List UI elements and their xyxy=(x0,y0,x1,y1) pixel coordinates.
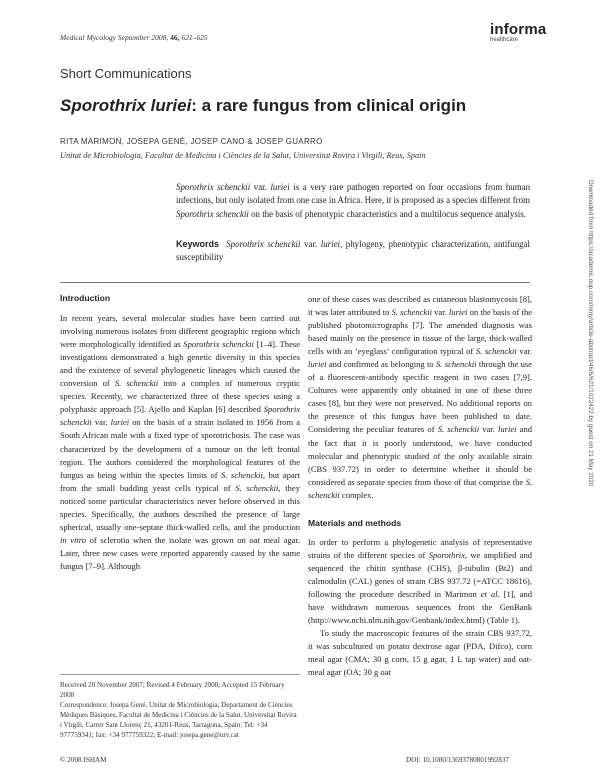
text-run: S. schenckii xyxy=(475,346,517,357)
intro-paragraph-2 xyxy=(308,293,532,502)
text-run: , we amplified and sequenced the chitin synthase (CHS), β-tubulin (Bt2) and calmodulin (CAL) genes of strain CBS 937.72 (=ATCC 18616), following the procedure described in Marimon xyxy=(308,549,533,599)
text-run: S. schenckii xyxy=(235,482,279,493)
text-run: To study the macroscopic features of the strain CBS 937.72, it was subcultured on potato dextrose agar (PDA, Difco), corn meal agar (CMA; 30 g corn, 15 g agar, 1 L tap water) and oat-meal agar (OA; 30 g oat xyxy=(308,628,532,678)
abstract-text: is a very rare pathogen reported on four occasions from human infections, but only isolated from one case in Africa. Here, it is proposed as a species different from xyxy=(176,182,531,206)
text-run: in vitro xyxy=(60,534,87,545)
text-run: and confirmed as belonging to xyxy=(326,359,436,370)
methods-heading: Materials and methods xyxy=(308,517,402,528)
text-run: luriei xyxy=(308,359,327,370)
abstract-text: var. xyxy=(250,182,271,192)
text-run: S. schenckii xyxy=(221,469,263,480)
keywords-label: Keywords xyxy=(176,239,220,249)
affiliation: Unitat de Microbiologia, Facultat de Medicina i Ciències de la Salut, Universitat Rovira i Virgili, Reus, Spain xyxy=(60,151,426,160)
page-range: 621–625 xyxy=(181,33,208,42)
right-column xyxy=(308,293,532,679)
text-run: [1–4]. These investigations demonstrated a high genetic diversity in this species and the existence of several phylogenetic lineages which caused the conversion of xyxy=(60,339,300,389)
text-run: var. xyxy=(516,346,532,357)
methods-paragraph xyxy=(308,536,532,627)
text-run: complex. xyxy=(339,489,374,500)
correspondence: Correspondence: Josepa Gené, Unitat de Microbiologia, Departament de Ciències Mèdiques Bàsiques, Facultat de Medicina i Ciències de la Salut, Universitat Rovira i Virgili, Carrer Sant Llorenç 21, 43201-Reus, Tarragona, Spain. Tel: +34 977759341; fax: +34 977759322; E-mail: josepa.gene@urv.cat xyxy=(60,701,297,739)
text-run: into a complex of numerous cryptic species. Recently, we characterized three of these species using a polyphasic approach [5]. Ajello and Kaplan [6] described xyxy=(60,378,300,415)
abstract-text: luriei xyxy=(270,182,290,192)
text-run: of sclerotia when the isolate was grown on oat meal agar. Later, three new cases were reported apparently caused by the same fungus [7–9]. Although xyxy=(60,534,300,571)
intro-paragraph xyxy=(60,312,300,573)
abstract-text: Sporothrix schenckii xyxy=(176,208,249,219)
text-run: S. schenckii xyxy=(436,359,477,370)
text-run: on the basis of the published photomicrographs [7]. The amended diagnosis was based mainly on the presence in tissue of the large, thick-walled cells with an ‘eyeglass’ configuration typical of xyxy=(308,307,533,357)
issue-date: September 2008, xyxy=(117,33,169,42)
title-species: Sporothrix luriei xyxy=(60,96,192,115)
text-run: one of these cases was described as cutaneous blastomycosis [8], it was later attributed to xyxy=(308,294,532,318)
publisher-logo xyxy=(490,22,560,44)
keywords-text: luriei xyxy=(320,239,340,249)
volume: 46, xyxy=(170,33,180,42)
abstract xyxy=(176,181,530,221)
methods-paragraph-2 xyxy=(308,627,532,679)
abstract-text: Sporothrix schenckii xyxy=(176,182,251,192)
text-run: Sporothrix schenckii xyxy=(60,404,300,428)
text-run: et al. xyxy=(480,588,500,599)
text-run: through the use of a fluorescent-antibody specific reagent in two cases [7,9]. Cultures were apparently only obtained in one of these three cases [8], but they were not preserved. No additional reports on the presence of this fungus have been published to date. Considering the peculiar features of xyxy=(308,359,533,435)
text-run: luriei xyxy=(497,424,517,435)
text-run: Sporothrix schenckii xyxy=(183,339,254,350)
text-run: and the fact that it is poorly understood, we have conducted molecular and phenotypic studied of the only available strain (CBS 937.72) in order to determine whether it should be considered as separate species from those of that comprise the xyxy=(308,424,532,487)
section-type: Short Communications xyxy=(60,66,192,81)
text-run: S. schenckii xyxy=(114,378,159,389)
journal-reference xyxy=(60,33,208,42)
authors: RITA MARIMON, JOSEPA GENÉ, JOSEP CANO & JOSEP GUARRO xyxy=(60,137,323,146)
divider xyxy=(60,282,530,283)
title-rest: : a rare fungus from clinical origin xyxy=(191,96,467,115)
text-run: var. xyxy=(479,424,498,435)
text-run: on the basis of a strain isolated in 1956 from a South African male with a fixed type of sporotrichosis. The case was characterized by the development of a tumour on the left frontal region. The authors considered the morphological features of the fungus as being within the species limits of xyxy=(60,417,300,480)
text-run: luriei xyxy=(448,307,468,318)
text-run: S. schenckii xyxy=(308,476,532,500)
copyright: © 2008 ISHAM xyxy=(60,756,107,764)
left-column xyxy=(60,292,300,573)
keywords xyxy=(176,238,530,264)
text-run: In recent years, several molecular studies have been carried out involving numerous isolates from different geographic regions which were morphologically identified as xyxy=(60,313,300,350)
article-title xyxy=(60,96,466,116)
text-run: S. schenckii xyxy=(391,307,432,318)
text-run: S. schenckii xyxy=(437,424,480,435)
text-run: , but apart from the small budding yeast cells typical of xyxy=(60,469,301,493)
text-run: Sporothrix xyxy=(428,549,465,560)
text-run: var. xyxy=(91,417,111,428)
text-run: , they noticed some particular characteristics never before observed in this species. Specifically, the authors described the presence of large spherical, usually one-septate thick-walled cells, and the production xyxy=(60,482,300,532)
abstract-text: on the basis of phenotypic characteristics and a multilocus sequence analysis. xyxy=(248,208,526,219)
doi: DOI: 10.1080/13693780801992837 xyxy=(406,756,510,764)
text-run: [1], and have withdrawn numerous sequences from the GenBank (http://www.ncbi.nlm.nih.gov/Genbank/index.html) (Table 1). xyxy=(308,588,532,626)
text-run: var. xyxy=(431,307,449,318)
received-dates: Received 20 November 2007; Revised 4 February 2008; Accepted 15 February 2008 xyxy=(60,681,285,699)
text-run: luriei xyxy=(110,417,130,428)
text-run: In order to perform a phylogenetic analysis of representative strains of the different species of xyxy=(308,536,532,560)
footnote xyxy=(60,680,300,740)
keywords-text: , phylogeny, phenotypic characterization, antifungal susceptibility xyxy=(176,239,531,262)
keywords-text: var. xyxy=(300,239,321,249)
footnote-divider xyxy=(60,674,300,675)
publisher-subtitle: healthcare xyxy=(490,37,519,43)
keywords-text: Sporothrix schenckii xyxy=(226,239,301,249)
download-watermark: Downloaded from https://academic.oup.com/mmy/article-abstract/46/6/621/1022422 by guest on 21 May 2020 xyxy=(587,180,594,487)
journal-name: Medical Mycology xyxy=(60,33,117,42)
introduction-heading: Introduction xyxy=(60,293,111,303)
publisher-name: informa xyxy=(490,21,547,38)
